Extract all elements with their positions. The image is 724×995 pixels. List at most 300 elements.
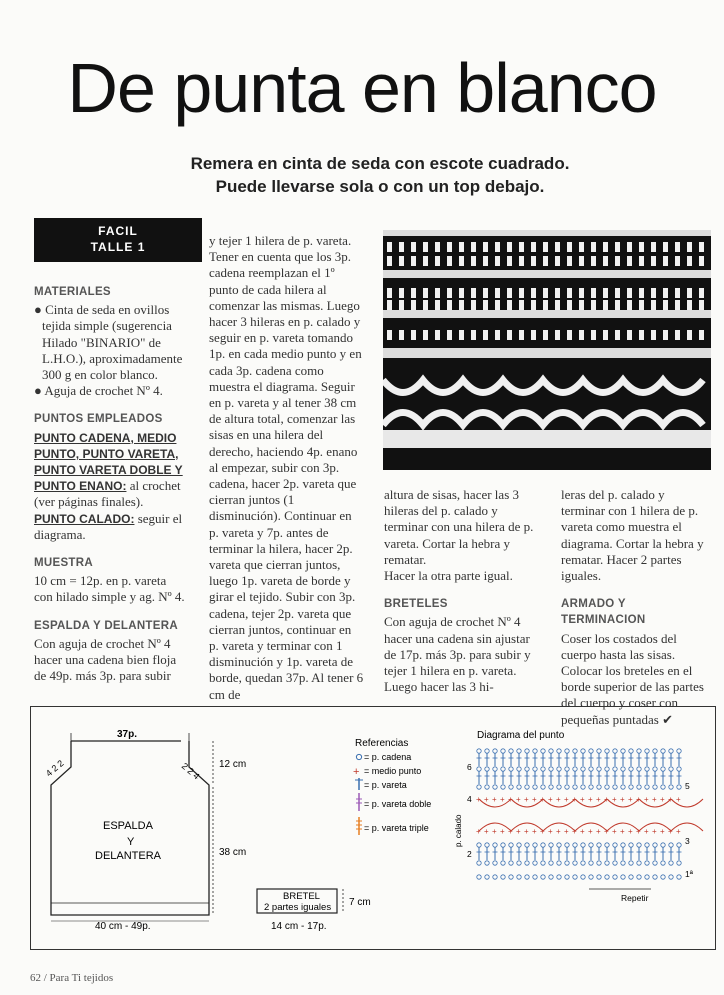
materiales-heading: MATERIALES [34,286,111,298]
chain-stitch [613,767,617,771]
chain-stitch [573,861,577,865]
single-crochet-stitch: + [628,795,633,804]
photo-stitch [567,256,572,266]
single-crochet-stitch: + [572,827,577,836]
photo-stitch [567,300,572,310]
subtitle-line-2: Puede llevarse sola o con un top debajo. [215,177,545,196]
chain-stitch [485,749,489,753]
photo-stitch [591,300,596,310]
col4-text: leras del p. calado y terminar con 1 hilera de p. vareta como muestra el diagrama. Cortar la hebra y rematar. Hacer 2 partes iguales. [561,487,704,584]
photo-stitch [423,288,428,298]
single-crochet-stitch: + [580,827,585,836]
photo-stitch [663,330,668,340]
photo-stitch [399,242,404,252]
photo-stitch [615,242,620,252]
chain-stitch [637,767,641,771]
chain-stitch [653,767,657,771]
chain-stitch [605,767,609,771]
chain-stitch [517,875,521,879]
calado-text [34,511,186,543]
chain-stitch [613,843,617,847]
photo-stitch [591,288,596,298]
photo-stitch [639,242,644,252]
photo-stitch [471,242,476,252]
chain-stitch [605,749,609,753]
single-crochet-stitch: + [484,827,489,836]
chain-stitch [597,861,601,865]
single-crochet-stitch: + [524,827,529,836]
chain-stitch [589,875,593,879]
photo-stitch [459,242,464,252]
single-crochet-stitch: + [516,795,521,804]
chain-stitch [613,749,617,753]
chain-stitch [621,861,625,865]
row-label-3: 3 [685,836,690,846]
chain-stitch [541,861,545,865]
chain-stitch [581,875,585,879]
stitch-grid [476,749,703,879]
garment-photo [383,230,711,470]
photo-stitch [399,288,404,298]
chain-stitch [517,767,521,771]
page-title: De punta en blanco [67,49,657,127]
bretel-width: 14 cm - 17p. [271,921,327,932]
chain-stitch [581,861,585,865]
crochet-lace-image [383,230,711,470]
row-label-4: 4 [467,794,472,804]
single-crochet-stitch: + [548,795,553,804]
chain-stitch [509,749,513,753]
photo-stitch [603,300,608,310]
chain-stitch [509,861,513,865]
photo-stitch [411,288,416,298]
photo-stitch [519,256,524,266]
chain-stitch [533,861,537,865]
chain-stitch [501,875,505,879]
chain-stitch [549,767,553,771]
chain-stitch [629,785,633,789]
espalda-text: Con aguja de crochet Nº 4 hacer una cadena bien floja de 49p. más 3p. para subir [34,635,177,684]
chain-stitch [653,875,657,879]
photo-stitch [675,256,680,266]
photo-stitch [687,300,692,310]
photo-stitch [495,330,500,340]
photo-stitch [447,242,452,252]
chain-stitch [669,875,673,879]
chain-stitch [669,749,673,753]
chain-stitch [661,767,665,771]
single-crochet-stitch: + [500,795,505,804]
photo-stitch [411,300,416,310]
chain-stitch [613,875,617,879]
chain-stitch [653,785,657,789]
single-crochet-stitch: + [540,827,545,836]
chain-stitch [677,875,681,879]
chain-stitch [573,875,577,879]
chain-stitch [581,767,585,771]
chain-stitch [645,861,649,865]
chain-stitch [677,749,681,753]
chain-stitch [629,843,633,847]
photo-stitch [579,300,584,310]
chain-stitch [541,785,545,789]
photo-stitch [531,288,536,298]
chain-stitch [509,767,513,771]
calado-note: seguir el diagrama. [34,510,183,542]
single-crochet-stitch: + [492,827,497,836]
photo-stitch [531,300,536,310]
photo-stitch [627,330,632,340]
chain-stitch [557,843,561,847]
chain-stitch [669,767,673,771]
photo-stitch [699,288,704,298]
legend-symbols [353,754,363,835]
photo-stitch [423,256,428,266]
chain-stitch [605,875,609,879]
photo-stitch [519,330,524,340]
subtitle-line-1: Remera en cinta de seda con escote cuadrado. [190,154,570,173]
single-crochet-stitch: + [572,795,577,804]
photo-stitch [387,256,392,266]
chain-stitch [597,767,601,771]
photo-stitch [699,330,704,340]
photo-stitch [651,300,656,310]
photo-stitch [519,300,524,310]
single-crochet-stitch: + [604,827,609,836]
single-crochet-stitch: + [596,827,601,836]
bretel-title: BRETEL [283,891,320,902]
pattern-label-2: Y [127,836,135,848]
chain-stitch [573,749,577,753]
single-crochet-stitch: + [540,795,545,804]
photo-stitch [531,330,536,340]
single-crochet-stitch: + [588,795,593,804]
single-crochet-stitch: + [564,795,569,804]
photo-stitch [567,242,572,252]
chain-stitch [565,785,569,789]
chain-stitch [477,875,481,879]
photo-stitch [639,330,644,340]
photo-stitch [387,288,392,298]
photo-stitch [543,288,548,298]
photo-stitch [699,242,704,252]
chain-stitch [629,875,633,879]
photo-stitch [447,288,452,298]
photo-stitch [387,300,392,310]
chain-stitch [669,785,673,789]
photo-stitch [567,288,572,298]
pattern-top: 37p. [117,729,138,740]
photo-stitch [435,256,440,266]
chain-stitch [525,861,529,865]
stitch-side-label: p. calado [454,814,463,847]
chain-stitch [485,767,489,771]
photo-stitch [687,288,692,298]
badge-level: FACIL [98,224,138,238]
photo-stitch [579,242,584,252]
chain-stitch [637,843,641,847]
chain-stitch [517,749,521,753]
photo-stitch [663,288,668,298]
photo-stitch [639,256,644,266]
photo-stitch [531,242,536,252]
photo-stitch [555,300,560,310]
chain-stitch [557,785,561,789]
photo-stitch [459,330,464,340]
photo-stitch [567,330,572,340]
photo-stitch [555,242,560,252]
chain-stitch [549,749,553,753]
chain-stitch [581,785,585,789]
chain-stitch [509,875,513,879]
photo-stitch [615,330,620,340]
photo-stitch [531,256,536,266]
photo-stitch [579,288,584,298]
photo-stitch [663,256,668,266]
photo-stitch [495,288,500,298]
photo-stitch [483,330,488,340]
pattern-bottom: 40 cm - 49p. [95,921,151,932]
single-crochet-stitch: + [476,795,481,804]
photo-stitch [555,288,560,298]
photo-stitch [651,330,656,340]
chain-stitch [541,843,545,847]
chain-stitch [637,749,641,753]
row-label-1: 1ª [685,869,693,879]
column-3 [384,487,536,695]
chain-stitch [565,861,569,865]
photo-stitch [435,330,440,340]
muestra-text: 10 cm = 12p. en p. vareta con hilado simple y ag. Nº 4. [34,573,185,605]
chain-stitch [653,843,657,847]
chain-stitch [565,767,569,771]
photo-stitch [471,330,476,340]
column-4 [561,487,711,728]
photo-stitch [543,242,548,252]
photo-stitch [663,300,668,310]
chain-stitch [597,749,601,753]
chain-stitch [549,875,553,879]
chain-stitch [581,843,585,847]
chain-stitch [597,875,601,879]
chain-stitch [525,785,529,789]
photo-stitch [459,288,464,298]
single-crochet-stitch: + [668,827,673,836]
single-crochet-stitch: + [620,795,625,804]
pattern-label-3: DELANTERA [95,850,162,862]
breteles-text: Con aguja de crochet Nº 4 hacer una cadena sin ajustar de 17p. más 3p. para subir y tejer 1 hilera en p. vareta. Luego hacer las 3 hi- [384,614,531,695]
photo-stitch [483,300,488,310]
chain-stitch [597,785,601,789]
photo-stitch [435,300,440,310]
pattern-diagram [31,707,715,949]
chain-stitch [573,767,577,771]
chain-stitch [565,875,569,879]
col3-text2: Hacer la otra parte igual. [384,568,513,584]
chain-stitch [645,785,649,789]
single-crochet-stitch: + [612,827,617,836]
chain-stitch [621,843,625,847]
chain-stitch [557,875,561,879]
photo-stitch [579,256,584,266]
chain-stitch [669,843,673,847]
photo-stitch [603,288,608,298]
single-crochet-stitch: + [644,795,649,804]
photo-stitch [627,256,632,266]
photo-stitch [447,330,452,340]
stitch-title: Diagrama del punto [477,730,565,741]
photo-stitch [447,256,452,266]
chain-stitch [493,861,497,865]
single-crochet-stitch: + [524,795,529,804]
chain-stitch [525,767,529,771]
photo-stitch [603,256,608,266]
single-crochet-stitch: + [508,827,513,836]
photo-stitch [603,242,608,252]
photo-stitch [615,288,620,298]
chain-stitch [477,843,481,847]
single-crochet-symbol: + [353,766,360,778]
photo-stitch [603,330,608,340]
chain-stitch [493,749,497,753]
photo-stitch [471,288,476,298]
chain-stitch [565,843,569,847]
armado-text: Coser los costados del cuerpo hasta las sisas. Colocar los breteles en el borde superior de las partes del cuerpo y coser con pequeñas puntadas ✔ [561,630,704,727]
photo-stitch [471,300,476,310]
photo-stitch [471,256,476,266]
chain-stitch [669,861,673,865]
photo-stitch [651,256,656,266]
photo-stitch [507,242,512,252]
photo-stitch [675,242,680,252]
bretel-height: 7 cm [349,897,371,908]
photo-stitch [699,256,704,266]
materiales-item-1: ● Cinta de seda en ovillos tejida simple (sugerencia Hilado "BINARIO" de L.H.O.), aproximadamente 300 g en color blanco. [34,302,183,383]
photo-stitch [399,300,404,310]
chain-stitch [661,843,665,847]
chain-stitch [573,785,577,789]
stitch-repeat: Repetir [621,893,649,903]
chain-stitch [629,767,633,771]
badge-size: TALLE 1 [90,240,146,254]
chain-stitch [605,785,609,789]
chain-symbol [356,754,361,759]
chain-stitch [501,749,505,753]
photo-stitch [507,288,512,298]
photo-stitch [399,256,404,266]
photo-stitch [447,300,452,310]
single-crochet-stitch: + [596,795,601,804]
chain-stitch [485,785,489,789]
photo-stitch [423,242,428,252]
chain-stitch [525,843,529,847]
chain-stitch [581,749,585,753]
photo-stitch [519,242,524,252]
single-crochet-stitch: + [580,795,585,804]
chain-stitch [477,785,481,789]
single-crochet-stitch: + [652,795,657,804]
single-crochet-stitch: + [636,827,641,836]
photo-stitch [423,300,428,310]
chain-stitch [493,843,497,847]
chain-stitch [509,843,513,847]
diagram-box [30,706,716,950]
photo-stitch [387,330,392,340]
chain-stitch [493,785,497,789]
photo-stitch [483,242,488,252]
chain-stitch [533,843,537,847]
chain-stitch [517,785,521,789]
single-crochet-stitch: + [492,795,497,804]
chain-stitch [621,749,625,753]
photo-stitch [687,256,692,266]
chain-stitch [629,861,633,865]
photo-stitch [675,330,680,340]
col3-text: altura de sisas, hacer las 3 hileras del p. calado y terminar con una hilera de p. vareta. Cortar la hebra y rematar. [384,487,534,567]
chain-stitch [645,875,649,879]
legend-item-3: = p. vareta [364,780,407,790]
chain-stitch [485,875,489,879]
dim-12cm: 12 cm [219,759,247,770]
chain-stitch [501,861,505,865]
single-crochet-stitch: + [532,827,537,836]
photo-stitch [411,256,416,266]
chain-stitch [557,861,561,865]
single-crochet-stitch: + [620,827,625,836]
chain-stitch [605,843,609,847]
photo-stitch [459,256,464,266]
single-crochet-stitch: + [652,827,657,836]
puntos-text [34,430,186,511]
chain-stitch [573,843,577,847]
single-crochet-stitch: + [532,795,537,804]
photo-stitch [651,242,656,252]
photo-stitches [387,242,704,340]
photo-stitch [627,288,632,298]
photo-stitch [435,288,440,298]
chain-stitch [477,861,481,865]
page-footer: 62 / Para Ti tejidos [30,972,114,984]
photo-stitch [495,242,500,252]
chain-stitch [677,861,681,865]
single-crochet-stitch: + [516,827,521,836]
difficulty-badge [34,218,202,262]
chain-stitch [653,861,657,865]
chain-stitch [637,785,641,789]
chain-stitch [661,785,665,789]
chain-stitch [533,875,537,879]
chain-stitch [653,749,657,753]
column-2 [209,233,364,703]
photo-lace-arches [383,380,703,425]
chain-stitch [533,785,537,789]
chain-stitch [629,749,633,753]
photo-stitch [627,300,632,310]
chain-stitch [517,843,521,847]
photo-stitch [495,300,500,310]
chain-stitch [613,861,617,865]
chain-stitch [677,843,681,847]
chain-stitch [589,843,593,847]
single-crochet-stitch: + [548,827,553,836]
single-crochet-stitch: + [556,795,561,804]
photo-stitch [591,330,596,340]
espalda-heading: ESPALDA Y DELANTERA [34,619,178,632]
single-crochet-stitch: + [660,827,665,836]
chain-stitch [501,785,505,789]
subtitle [150,152,610,198]
chain-stitch [549,785,553,789]
